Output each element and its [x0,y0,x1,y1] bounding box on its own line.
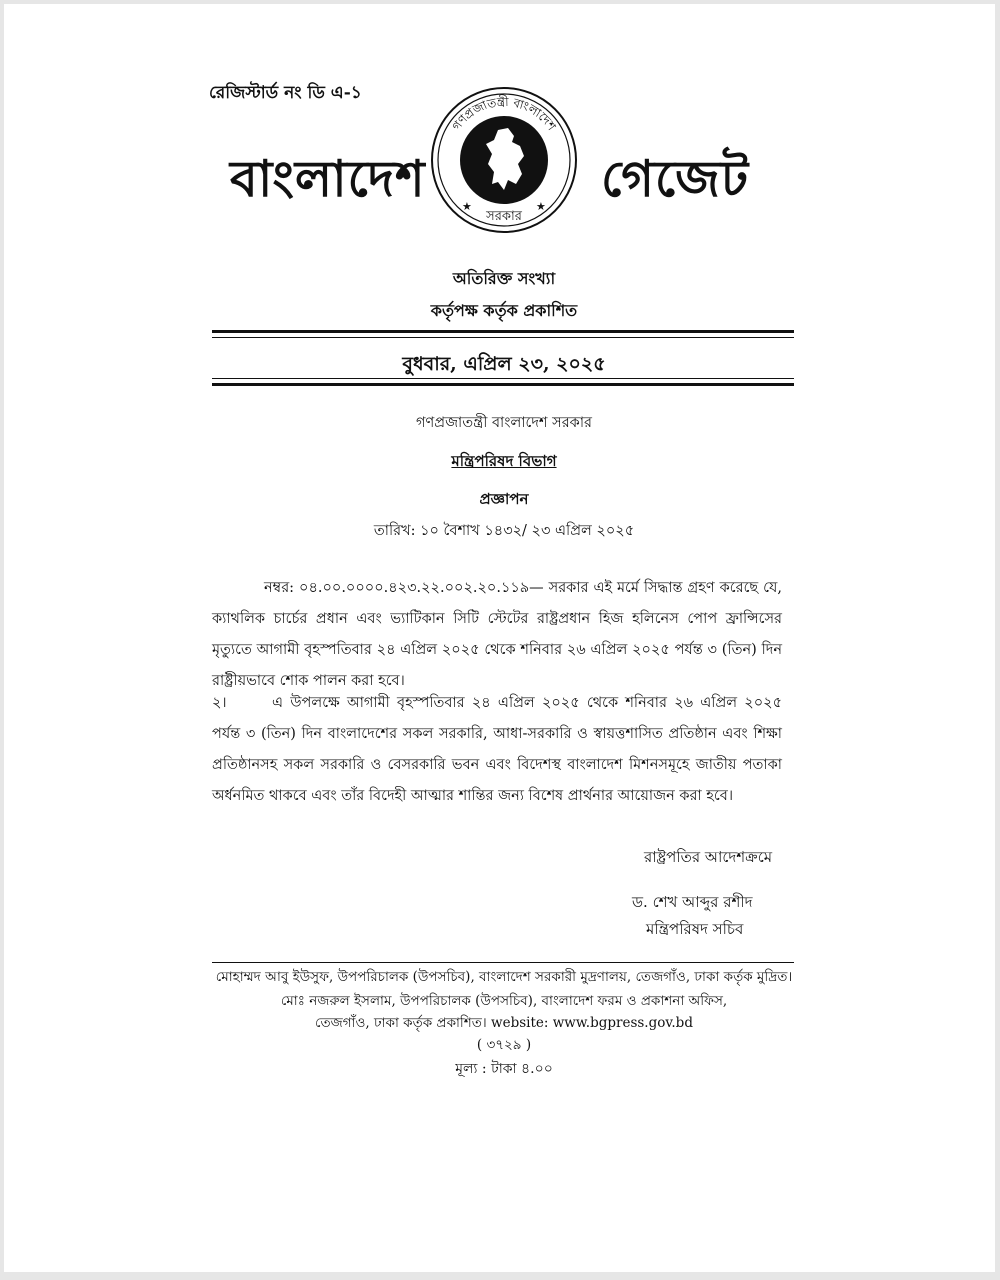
government-seal-icon [428,84,580,236]
paragraph-2 [212,688,782,812]
rule-bottom-thin [212,378,794,379]
svg-text:★: ★ [462,200,472,213]
paragraph-2-text: এ উপলক্ষে আগামী বৃহস্পতিবার ২৪ এপ্রিল ২০২৫ থেকে শনিবার ২৬ এপ্রিল ২০২৫ পর্যন্ত ৩ (তিন) দিন বাংলাদেশের সকল সরকারি, আধা-সরকারি ও স্বায়ত্তশাসিত প্রতিষ্ঠান এবং শিক্ষা প্রতিষ্ঠানসহ সকল সরকারি ও বেসরকারি ভবন এবং বিদেশস্থ বাংলাদেশ মিশনসমূহে জাতীয় পতাকা অর্ধনমিত থাকবে এবং তাঁর বিদেহী আত্মার শান্তির জন্য বিশেষ প্রার্থনার আয়োজন করা হবে। [212,695,782,804]
price: মূল্য : টাকা ৪.০০ [455,1061,553,1077]
masthead-left: বাংলাদেশ [230,149,426,208]
rule-bottom-thick [212,383,794,386]
seal-text-top: গণপ্রজাতন্ত্রী বাংলাদেশ [449,94,559,134]
registration-number: রেজিস্টার্ড নং ডি এ-১ [209,83,362,103]
notice-heading: প্রজ্ঞাপন [479,490,529,508]
paragraph-2-number: ২। [212,695,227,711]
published-by: কর্তৃপক্ষ কর্তৃক প্রকাশিত [430,301,578,320]
seal-text-bottom: সরকার [486,209,522,224]
rule-top-thin [212,337,794,338]
paragraph-1-text: নম্বর: ০৪.০০.০০০০.৪২৩.২২.০০২.২০.১১৯— সরকার এই মর্মে সিদ্ধান্ত গ্রহণ করেছে যে, ক্যাথলিক চার্চের প্রধান এবং ভ্যাটিকান সিটি স্টেটের রাষ্ট্রপ্রধান হিজ হলিনেস পোপ ফ্রান্সিসের মৃত্যুতে আগামী বৃহস্পতিবার ২৪ এপ্রিল ২০২৫ থেকে শনিবার ২৬ এপ্রিল ২০২৫ পর্যন্ত ৩ (তিন) দিন রাষ্ট্রীয়ভাবে শোক পালন করা হবে। [212,580,782,689]
issue-date: বুধবার, এপ্রিল ২৩, ২০২৫ [402,353,606,375]
rule-top-thick [212,330,794,333]
publisher-credit-1: মোঃ নজরুল ইসলাম, উপপরিচালক (উপসচিব), বাংলাদেশ ফরম ও প্রকাশনা অফিস, [280,993,728,1009]
printer-credit: মোহাম্মদ আবু ইউসুফ, উপপরিচালক (উপসচিব), বাংলাদেশ সরকারী মুদ্রণালয়, তেজগাঁও, ঢাকা কর্তৃক মুদ্রিত। [215,969,793,985]
masthead-right: গেজেট [601,149,750,208]
order-line: রাষ্ট্রপতির আদেশক্রমে [644,848,773,866]
page-number: ( ৩৭২৯ ) [476,1037,532,1053]
notice-date: তারিখ: ১০ বৈশাখ ১৪৩২/ ২৩ এপ্রিল ২০২৫ [373,523,635,539]
footer-rule [212,962,794,963]
extra-issue: অতিরিক্ত সংখ্যা [452,269,556,288]
signatory-name: ড. শেখ আব্দুর রশীদ [632,893,753,911]
signatory-title: মন্ত্রিপরিষদ সচিব [646,920,744,938]
publisher-credit-2: তেজগাঁও, ঢাকা কর্তৃক প্রকাশিত। website: www.bgpress.gov.bd [315,1015,693,1031]
division-name: মন্ত্রিপরিষদ বিভাগ [451,452,557,470]
paragraph-1 [212,573,782,697]
government-name: গণপ্রজাতন্ত্রী বাংলাদেশ সরকার [415,415,592,431]
svg-text:★: ★ [536,200,546,213]
gazette-page [4,4,995,1272]
